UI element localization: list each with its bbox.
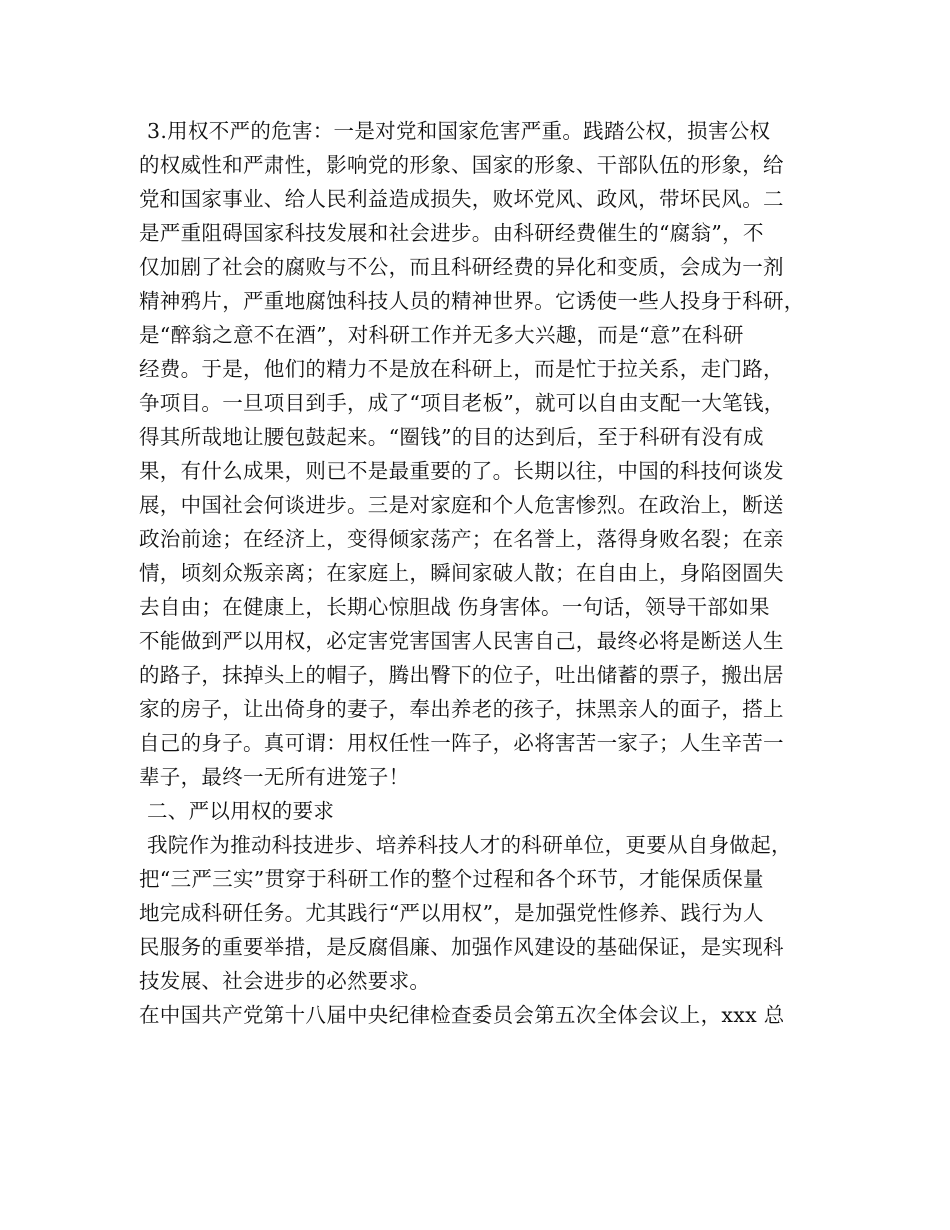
paragraph-line: 民服务的重要举措，是反腐倡廉、加强作风建设的基础保证，是实现科 [139, 935, 784, 959]
paragraph-line: 去自由；在健康上，长期心惊胆战 伤身害体。一句话，领导干部如果 [139, 595, 770, 619]
paragraph-line: 的路子，抹掉头上的帽子，腾出臀下的位子，吐出储蓄的票子，搬出居 [139, 663, 784, 687]
paragraph-line: 技发展、社会进步的必然要求。 [139, 969, 431, 993]
paragraph-line: 地完成科研任务。尤其践行“严以用权”，是加强党性修养、践行为人 [139, 901, 764, 925]
paragraph-line: 政治前途；在经济上，变得倾家荡产；在名誉上，落得身败名裂；在亲 [139, 527, 784, 551]
paragraph-line: 3.用权不严的危害：一是对党和国家危害严重。践踏公权，损害公权 [147, 119, 771, 143]
paragraph-line: 在中国共产党第十八届中央纪律检查委员会第五次全体会议上，xxx 总 [139, 1003, 785, 1027]
paragraph-line: 是“醉翁之意不在酒”，对科研工作并无多大兴趣，而是“意”在科研 [139, 323, 744, 347]
paragraph-line: 我院作为推动科技进步、培养科技人才的科研单位，更要从自身做起， [147, 833, 792, 857]
paragraph-line: 果，有什么成果，则已不是最重要的了。长期以往，中国的科技何谈发 [139, 459, 784, 483]
paragraph-line: 家的房子，让出倚身的妻子，奉出养老的孩子，抹黑亲人的面子，搭上 [139, 697, 784, 721]
paragraph-line: 的权威性和严肃性，影响党的形象、国家的形象、干部队伍的形象，给 [139, 153, 784, 177]
paragraph-line: 是严重阻碍国家科技发展和社会进步。由科研经费催生的“腐翁”，不 [139, 221, 764, 245]
paragraph-line: 展，中国社会何谈进步。三是对家庭和个人危害惨烈。在政治上，断送 [139, 493, 784, 517]
paragraph-line: 党和国家事业、给人民利益造成损失，败坏党风、政风，带坏民风。二 [139, 187, 784, 211]
paragraph-line: 经费。于是，他们的精力不是放在科研上，而是忙于拉关系，走门路， [139, 357, 784, 381]
paragraph-line: 把“三严三实”贯穿于科研工作的整个过程和各个环节，才能保质保量 [139, 867, 764, 891]
paragraph-line: 情，顷刻众叛亲离；在家庭上，瞬间家破人散；在自由上，身陷囹圄失 [139, 561, 784, 585]
section-heading: 二、严以用权的要求 [147, 799, 335, 823]
paragraph-line: 仅加剧了社会的腐败与不公，而且科研经费的异化和变质，会成为一剂 [139, 255, 784, 279]
paragraph-line: 争项目。一旦项目到手，成了“项目老板”，就可以自由支配一大笔钱， [139, 391, 785, 415]
paragraph-line: 自己的身子。真可谓：用权任性一阵子，必将害苦一家子；人生辛苦一 [139, 731, 784, 755]
paragraph-line: 得其所哉地让腰包鼓起来。“圈钱”的目的达到后，至于科研有没有成 [139, 425, 764, 449]
paragraph-line: 辈子，最终一无所有进笼子！ [139, 765, 410, 789]
document-body [139, 114, 829, 1032]
paragraph-line: 精神鸦片，严重地腐蚀科技人员的精神世界。它诱使一些人投身于科研， [139, 289, 805, 313]
paragraph-line: 不能做到严以用权，必定害党害国害人民害自己，最终必将是断送人生 [139, 629, 784, 653]
